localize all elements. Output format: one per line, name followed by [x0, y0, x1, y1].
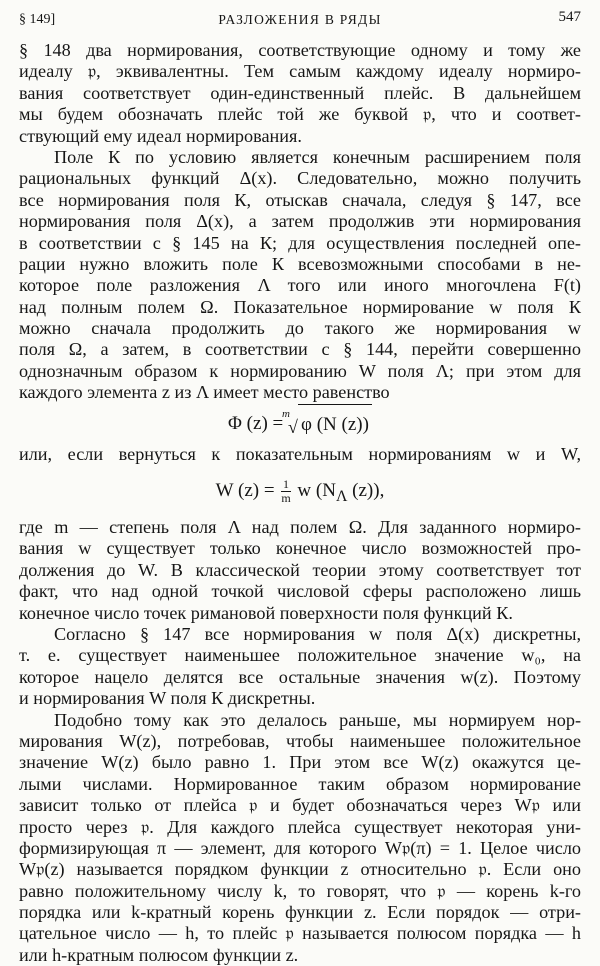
text-line: формизирующая π — элемент, для которого W𝔭(π) = 1. Целое число — [19, 837, 581, 858]
formula-lhs: W (z) = — [215, 480, 275, 502]
text-line: зависит только от плейса 𝔭 и будет обозначаться через W𝔭 или — [19, 795, 581, 816]
paragraph — [19, 40, 581, 147]
paragraph — [19, 517, 581, 624]
root-index: m — [282, 407, 290, 420]
paragraph — [19, 444, 581, 465]
text-line: над полным полем Ω. Показательное нормирование w поля К — [19, 296, 581, 317]
section-ref: § 149] — [19, 12, 56, 27]
text-line: значение W(z) было равно 1. При этом все W(z) окажутся це- — [19, 752, 581, 773]
formula-radical — [19, 404, 581, 444]
fraction-denominator: m — [281, 491, 291, 506]
text-line: которое нацело делятся все остальные значения w(z). Поэтому — [19, 666, 581, 687]
text-line: рации нужно вложить поле К всевозможными способами в не- — [19, 253, 581, 274]
formula-lhs: Φ (z) = — [228, 412, 284, 434]
paragraph — [19, 624, 581, 710]
text-line: все нормирования поля К, отыскав сначала, следуя § 147, все — [19, 189, 581, 210]
page-body — [19, 40, 581, 966]
text-line: Подобно тому как это делалось раньше, мы нормируем нор- — [54, 709, 581, 730]
text-line: цательное число — h, то плейс 𝔭 называется полюсом порядка — h — [19, 923, 581, 944]
text-line: просто через 𝔭. Для каждого плейса существует некоторая уни- — [19, 816, 581, 837]
subscript: Λ — [335, 487, 348, 505]
text-line: поля Ω, а затем, в соответствии с § 144, перейти совершенно — [19, 339, 581, 360]
text-line: мы будем обозначать плейс той же буквой 𝔭, что и соответ- — [19, 104, 581, 125]
text-line: т. е. существует наименьшее положительное значение w₀, на — [19, 645, 581, 666]
text-line: однозначным образом к нормированию W поля Λ; при этом для — [19, 360, 581, 381]
paragraph — [19, 147, 581, 404]
text-line: которое поле разложения Λ того или иного многочлена F(t) — [19, 275, 581, 296]
text-line: W𝔭(z) называется порядком функции z относительно 𝔭. Если оно — [19, 859, 581, 880]
text-line: мирования W(z), потребовав, чтобы наименьшее положительное — [19, 730, 581, 751]
page-header — [19, 8, 581, 30]
text-line: каждого элемента z из Λ имеет место равенство — [19, 382, 390, 403]
text-line: рациональных функций Δ(x). Следовательно, можно получить — [19, 168, 581, 189]
fraction — [281, 478, 290, 505]
text-line: ствующий ему идеал нормирования. — [19, 125, 302, 146]
text-line: и нормирования W поля К дискретны. — [19, 688, 316, 709]
text-line: в соответствии с § 145 на К; для осуществления последней опе- — [19, 232, 581, 253]
text-line: или, если вернуться к показательным нормированиям w и W, — [19, 443, 581, 464]
running-title: РАЗЛОЖЕНИЯ В РЯДЫ — [218, 12, 382, 27]
radicand: φ (N (z)) — [298, 404, 372, 445]
page-number: 547 — [558, 9, 581, 25]
text-line: вания w существует только конечное число возможностей про- — [19, 538, 581, 559]
radical — [282, 404, 372, 445]
text-line: § 148 два нормирования, соответствующие одному и тому же — [19, 40, 581, 60]
text-line: конечное число точек римановой поверхности поля функций К. — [19, 602, 513, 623]
text-line: равно положительному числу k, то говорят, что 𝔭 — корень k-го — [19, 880, 581, 901]
text-line: или h-кратным полюсом функции z. — [19, 944, 299, 965]
text-line: лыми числами. Нормированное таким образом нормирование — [19, 773, 581, 794]
text-line: где m — степень поля Λ над полем Ω. Для заданного нормиро- — [19, 517, 581, 538]
text-line: Согласно § 147 все нормирования w поля Δ(x) дискретны, — [54, 623, 581, 644]
text-line: можно сначала продолжить до такого же нормирования w — [19, 318, 581, 339]
text-line: должения до W. В классической теории этому соответствует тот — [19, 559, 581, 580]
radical-sign: √ — [288, 416, 298, 437]
fraction-numerator: 1 — [282, 477, 289, 492]
formula-rhs: w (N — [297, 480, 336, 502]
text-line: факт, что над одной точкой числовой сферы расположено лишь — [19, 581, 581, 602]
text-line: Поле К по условию является конечным расширением поля — [54, 146, 581, 167]
text-line: идеалу 𝔭, эквивалентны. Тем самым каждому идеалу нормиро- — [19, 61, 581, 82]
text-line: порядка или k-кратный корень функции z. Если порядок — отри- — [19, 902, 581, 923]
formula-tail: (z)), — [352, 480, 385, 502]
text-line: нормирования поля Δ(x), а затем продолжив эти нормирования — [19, 211, 581, 232]
text-line: вания соответствует один-единственный плейс. В дальнейшем — [19, 82, 581, 103]
formula-fraction — [19, 465, 581, 517]
